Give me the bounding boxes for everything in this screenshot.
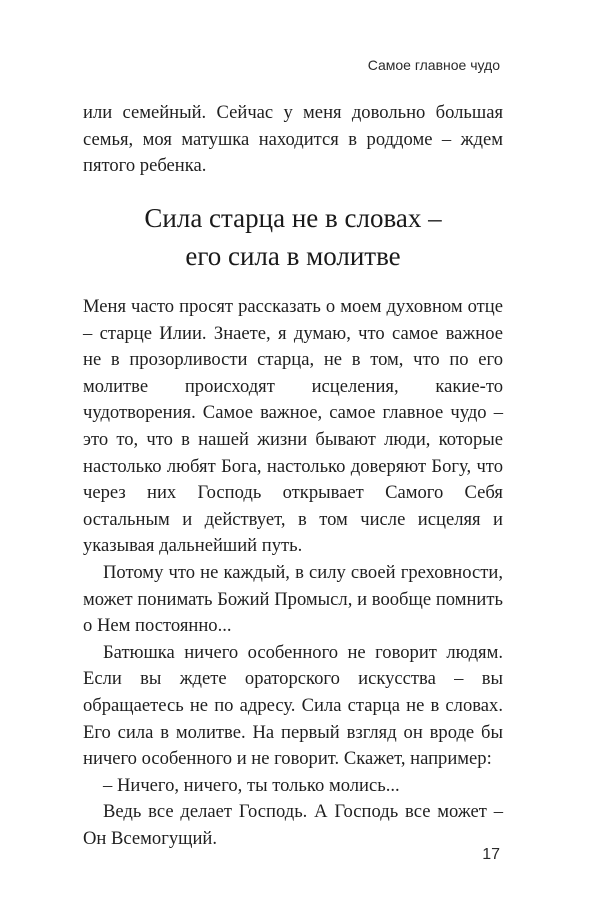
running-header: Самое главное чудо	[367, 57, 500, 73]
dialogue-line: – Ничего, ничего, ты только молись...	[103, 774, 400, 796]
opening-paragraph: или семейный. Сейчас у меня довольно большая семья, моя матушка находится в роддоме – ждем пятого ребенка.	[83, 102, 503, 177]
heading-line-1: Сила старца не в словах –	[144, 203, 442, 233]
paragraph: Потому что не каждый, в силу своей греховности, может понимать Божий Промысл, и вообще помнить о Нем постоянно...	[83, 561, 503, 637]
paragraph: Меня часто просят рассказать о моем духовном отце – старце Илии. Знаете, я думаю, что самое важное не в прозорливости старца, не в том, что по его молитве происходят исцеления, какие-то чудотворения. Самое важное, самое главное чудо – это то, что в нашей жизни бывают люди, которые настолько любят Бога, настолько доверяют Богу, что через них Господь открывает Самого Себя остальным и действует, в том числе исцеляя и указывая дальнейший путь.	[83, 296, 503, 557]
body-text	[83, 294, 503, 852]
heading-line-2: его сила в молитве	[185, 241, 401, 271]
paragraph: Батюшка ничего особенного не говорит людям. Если вы ждете ораторского искусства – вы обращаетесь не по адресу. Сила старца не в словах. Его сила в молитве. На первый взгляд он вроде бы ничего особенного и не говорит. Скажет, например:	[83, 641, 503, 770]
section-heading	[83, 199, 503, 275]
opening-text	[83, 100, 503, 180]
page-number: 17	[482, 846, 500, 863]
paragraph: Ведь все делает Господь. А Господь все может – Он Всемогущий.	[83, 801, 503, 849]
